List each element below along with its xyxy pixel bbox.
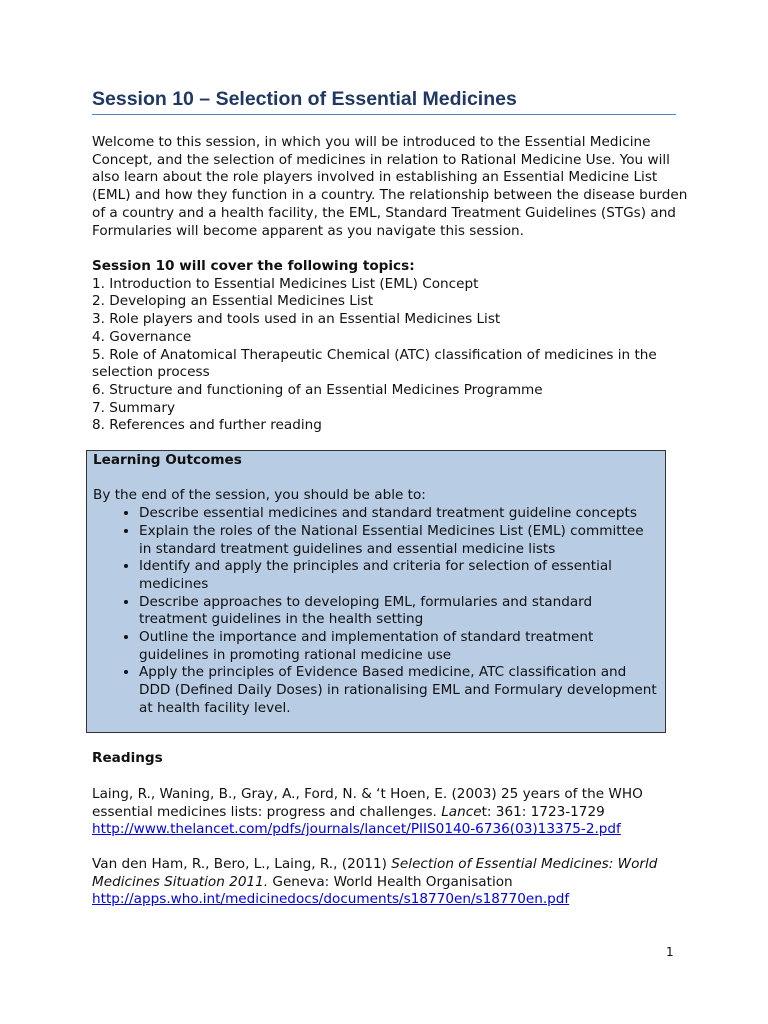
outcome-item: • Identify and apply the principles and criteria for selection of essential medicines [139,558,660,593]
topic-item: 7. Summary [92,399,175,416]
topics-heading: Session 10 will cover the following topics: [92,258,415,274]
topic-item: 6. Structure and functioning of an Essential Medicines Programme [92,381,543,398]
learning-outcomes-intro: By the end of the session, you should be able to: [93,487,426,504]
reference-authors: Van den Ham, R., Bero, L., Laing, R., (2011) [92,856,392,872]
reference-entry [92,856,692,909]
outcome-item: • Describe essential medicines and standard treatment guideline concepts [139,505,660,523]
outcome-item: • Outline the importance and implementation of standard treatment guidelines in promoting rational medicine use [139,629,660,664]
reference-entry [92,786,692,839]
readings-heading: Readings [92,750,163,766]
topics-section [92,258,692,435]
reference-journal: Lance [441,803,482,820]
reference-authors: Laing, R., Waning, B., Gray, A., Ford, N. & ‘t Hoen, E. (2003) 25 years of the WHO essential medicines lists: progress and challenges. [92,786,643,820]
topic-item: 5. Role of Anatomical Therapeutic Chemical (ATC) classification of medicines in the selection process [92,346,657,381]
topic-item: 8. References and further reading [92,417,322,434]
topic-item: 1. Introduction to Essential Medicines List (EML) Concept [92,275,479,292]
intro-paragraph: Welcome to this session, in which you will be introduced to the Essential Medicine Concept, and the selection of medicines in relation to Rational Medicine Use. You will also learn about the role players involved in establishing an Essential Medicine List (EML) and how they function in a country. The relationship between the disease burden of a country and a health facility, the EML, Standard Treatment Guidelines (STGs) and Formularies will become apparent as you navigate this session. [92,134,688,239]
outcome-item: • Describe approaches to developing EML, formularies and standard treatment guidelines in the health setting [139,594,660,629]
reference-title: Selection of Essential Medicines: World Medicines Situation 2011. [92,856,658,890]
topic-item: 4. Governance [92,328,192,345]
reference-link[interactable]: http://apps.who.int/medicinedocs/documents/s18770en/s18770en.pdf [92,891,570,908]
learning-outcomes-list [93,505,660,717]
reference-details: Geneva: World Health Organisation [268,873,513,890]
reference-details: t: 361: 1723-1729 [481,803,605,820]
page-title: Session 10 – Selection of Essential Medicines [92,86,676,115]
reference-link[interactable]: http://www.thelancet.com/pdfs/journals/lancet/PIIS0140-6736(03)13375-2.pdf [92,821,621,838]
outcome-item: • Apply the principles of Evidence Based medicine, ATC classification and DDD (Defined Daily Doses) in rationalising EML and Formulary development at health facility level. [139,664,660,717]
learning-outcomes-heading: Learning Outcomes [93,452,242,468]
learning-outcomes-box [86,450,666,733]
topic-item: 2. Developing an Essential Medicines List [92,293,374,310]
topics-list [92,276,692,435]
page-number: 1 [666,945,674,959]
topic-item: 3. Role players and tools used in an Essential Medicines List [92,311,501,328]
outcome-item: • Explain the roles of the National Essential Medicines List (EML) committee in standard treatment guidelines and essential medicine lists [139,523,660,558]
